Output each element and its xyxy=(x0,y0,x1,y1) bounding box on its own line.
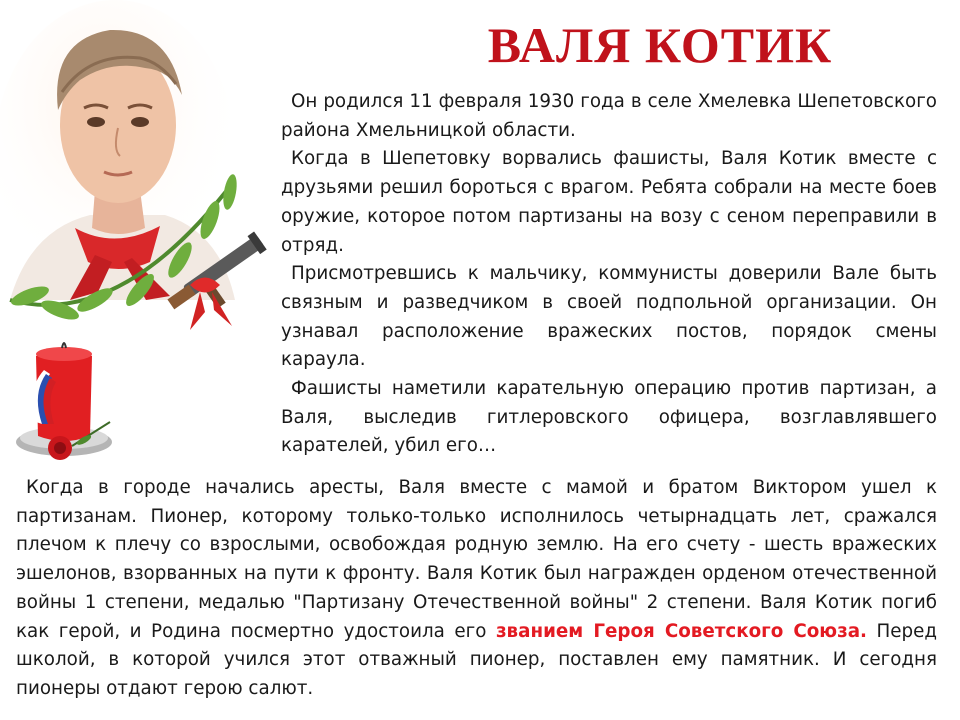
paragraph-scout: Присмотревшись к мальчику, коммунисты доверили Вале быть связным и разведчиком в своей подпольной организации. Он узнавал расположение вражеских постов, порядок смены караула. xyxy=(281,263,937,371)
page-title: ВАЛЯ КОТИК xyxy=(487,17,833,73)
paragraph-officer: Фашисты наметили карательную операцию против партизан, а Валя, выследив гитлеровского офицера, возглавлявшего карателей, убил его… xyxy=(281,378,937,457)
paragraph-partisans xyxy=(16,474,937,704)
paragraph-monument-text: Перед школой, в которой учился этот отважный пионер, поставлен ему памятник. И сегодня пионеры отдают герою салют. xyxy=(16,620,937,699)
hero-title-highlight: званием Героя Советского Союза. xyxy=(495,620,867,642)
paragraph-partisans-text: Когда в городе начались аресты, Валя вместе с мамой и братом Виктором ушел к партизанам. Пионер, которому только-только исполнилось четырнадцать лет, сражался плечом к плечу со взрослыми, освобождая родную землю. На его счету - шесть вражеских эшелонов, взорванных на пути к фронту. Валя Котик был награжден орденом отечественной войны 1 степени, медалью "Партизану Отечественной войны" 2 степени. Валя Котик погиб как герой, и Родина посмертно удостоила его xyxy=(16,477,937,642)
paragraph-birth: Он родился 11 февраля 1930 года в селе Хмелевка Шепетовского района Хмельницкой области. xyxy=(281,91,937,141)
paragraph-resistance: Когда в Шепетовку ворвались фашисты, Валя Котик вместе с друзьями решил бороться с врагом. Ребята собрали на месте боев оружие, которое потом партизаны на возу с сеном переправили в отряд. xyxy=(281,148,937,256)
biography-text-top xyxy=(281,88,937,461)
pioneer-portrait-image xyxy=(0,0,270,360)
biography-text-bottom xyxy=(16,474,937,704)
memorial-candle-image xyxy=(6,330,126,470)
